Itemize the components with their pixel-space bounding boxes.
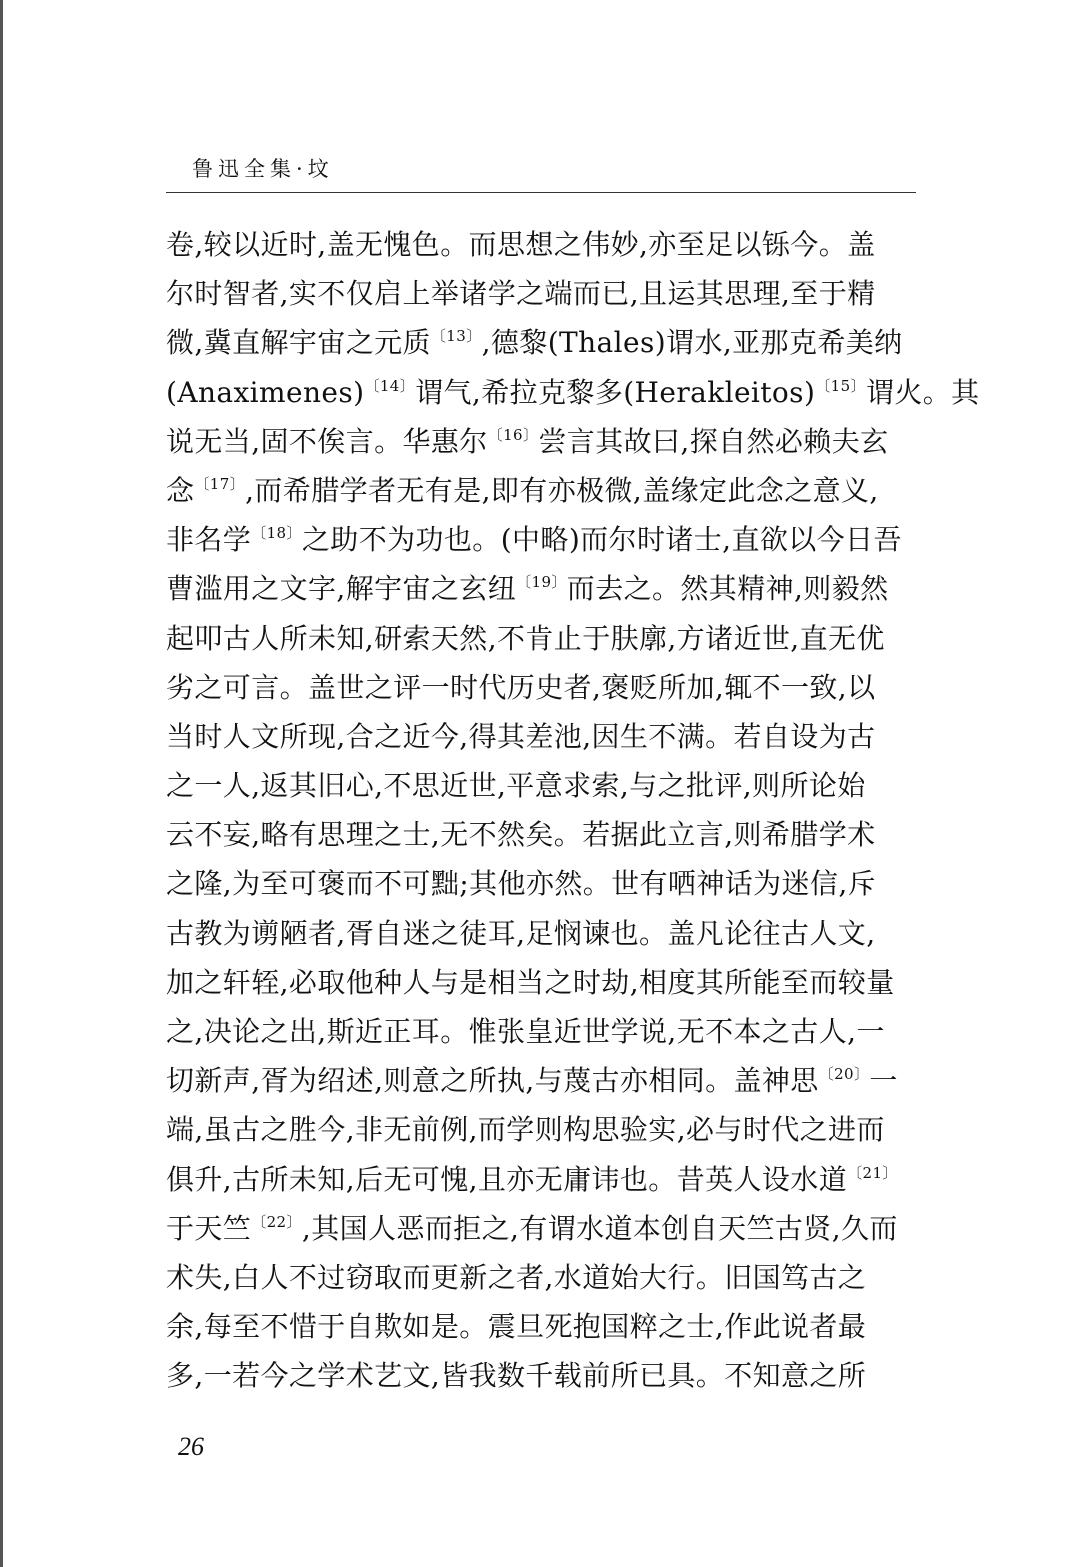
footnote-marker: 〔20〕 [818, 1065, 870, 1084]
text-line [166, 1105, 926, 1154]
text-run: 多,一若今之学术艺文,皆我数千载前所已具。不知意之所 [166, 1359, 867, 1393]
text-line [166, 417, 926, 466]
text-run: 谓火。其 [865, 375, 980, 409]
footnote-marker: 〔21〕 [847, 1163, 898, 1182]
text-run: 而去之。然其精神,则毅然 [566, 572, 889, 606]
text-line [166, 1302, 926, 1351]
header-rule [166, 192, 916, 193]
text-line [166, 712, 926, 761]
text-run: 切新声,胥为绍述,则意之所执,与蔑古亦相同。盖神思 [166, 1064, 819, 1098]
page-number: 26 [178, 1432, 204, 1461]
text-run: 之,决论之出,斯近正耳。惟张皇近世学说,无不本之古人,一 [166, 1015, 885, 1048]
text-line [166, 958, 926, 1007]
text-line [166, 1204, 926, 1253]
page-edge [0, 0, 3, 1567]
text-run: 念 [166, 473, 195, 507]
running-head: 鲁迅全集·坟 [192, 157, 334, 181]
footnote-marker: 〔14〕 [364, 376, 416, 395]
footnote-marker: 〔19〕 [516, 573, 567, 592]
text-run: 端,虽古之胜今,非无前例,而学则构思验实,必与时代之进而 [166, 1113, 885, 1147]
footnote-marker: 〔17〕 [194, 474, 246, 493]
text-run: ,而希腊学者无有是,即有亦极微,盖缘定此念之意义, [245, 473, 879, 507]
text-run: 古教为谫陋者,胥自迷之徒耳,足悯谏也。盖凡论往古人文, [166, 916, 876, 950]
footnote-marker: 〔15〕 [815, 376, 866, 395]
text-run: 谓气,希拉克黎多(Herakleitos) [415, 375, 816, 409]
text-line [166, 564, 926, 613]
text-line [166, 1351, 926, 1400]
text-run: 尔时智者,实不仅启上举诸学之端而已,且运其思理,至于精 [166, 277, 876, 311]
text-line [166, 663, 926, 712]
text-run: 术失,白人不过窃取而更新之者,水道始大行。旧国笃古之 [166, 1260, 867, 1294]
text-run: ,其国人恶而拒之,有谓水道本创自天竺古贤,久而 [301, 1211, 898, 1245]
text-run: 俱升,古所未知,后无可愧,且亦无庸讳也。昔英人设水道 [166, 1162, 848, 1196]
text-run: 之隆,为至可褒而不可黜;其他亦然。世有哂神话为迷信,斥 [166, 867, 877, 901]
footnote-marker: 〔22〕 [251, 1212, 302, 1231]
text-line [166, 515, 926, 564]
text-line [166, 466, 926, 515]
text-run: 卷,较以近时,盖无愧色。而思想之伟妙,亦至足以铄今。盖 [166, 228, 876, 261]
text-run: (Anaximenes) [166, 375, 365, 409]
body-text [166, 220, 980, 1401]
text-line [166, 614, 926, 663]
text-line [166, 761, 926, 810]
text-line [166, 1253, 926, 1302]
text-run: 余,每至不惜于自欺如是。震旦死抱国粹之士,作此说者最 [166, 1310, 867, 1344]
text-run: 曹滥用之文字,解宇宙之玄纽 [166, 572, 517, 606]
text-run: 劣之可言。盖世之评一时代历史者,褒贬所加,辄不一致,以 [166, 670, 876, 704]
text-line [166, 909, 926, 958]
text-run: 之助不为功也。(中略)而尔时诸士,直欲以今日吾 [301, 523, 902, 557]
text-run: 微,冀直解宇宙之元质 [166, 326, 431, 360]
text-line [166, 1056, 926, 1105]
text-line [166, 1007, 926, 1056]
text-run: 之一人,返其旧心,不思近世,平意求索,与之批评,则所论始 [166, 769, 866, 803]
text-run: 一 [869, 1064, 898, 1098]
text-run: 起叩古人所未知,研索天然,不肯止于肤廓,方诸近世,直无优 [166, 621, 885, 655]
footnote-marker: 〔13〕 [430, 327, 482, 346]
text-line [166, 269, 926, 318]
text-line [166, 368, 980, 417]
text-line [166, 810, 926, 859]
text-run: 说无当,固不俟言。华惠尔 [166, 424, 488, 458]
text-run: 加之轩轾,必取他种人与是相当之时劫,相度其所能至而较量 [166, 965, 895, 999]
text-run: 云不妄,略有思理之士,无不然矣。若据此立言,则希腊学术 [166, 818, 876, 852]
footnote-marker: 〔18〕 [251, 524, 302, 543]
text-run: 当时人文所现,合之近今,得其差池,因生不满。若自设为古 [166, 719, 876, 753]
text-line [166, 318, 926, 367]
text-line [166, 1155, 926, 1204]
text-run: 非名学 [166, 523, 252, 557]
text-run: 于天竺 [166, 1211, 252, 1245]
text-line [166, 220, 926, 269]
footnote-marker: 〔16〕 [487, 425, 539, 444]
text-run: ,德黎(Thales)谓水,亚那克希美纳 [481, 326, 903, 360]
text-run: 尝言其故曰,探自然必赖夫玄 [538, 424, 889, 458]
text-line [166, 859, 926, 908]
